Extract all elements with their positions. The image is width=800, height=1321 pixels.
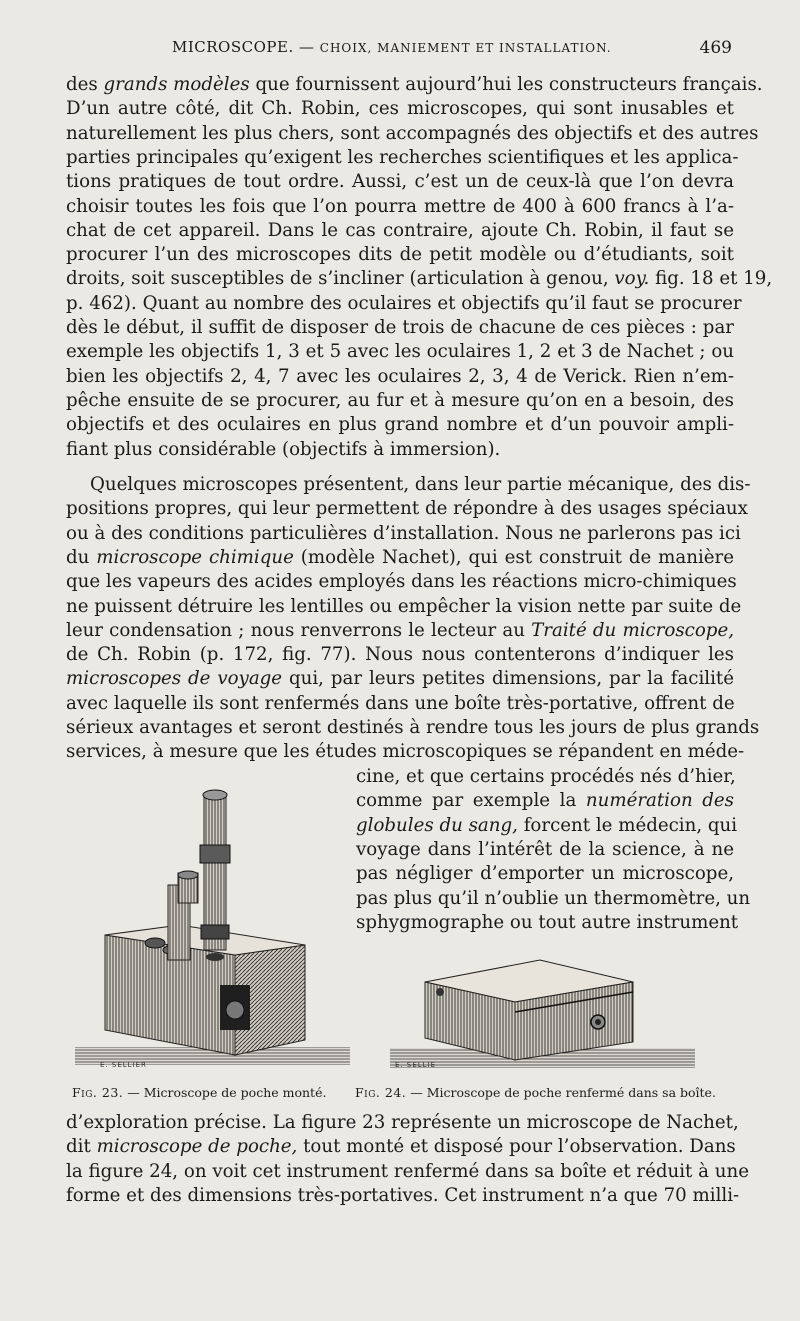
text-run: voyage dans l’intérêt de la science, à ne: [356, 838, 734, 860]
page-header: [0, 38, 800, 68]
text-run: services, à mesure que les études microscopiques se répandent en méde-: [66, 741, 745, 763]
text-line: [66, 1111, 739, 1135]
text-line: [66, 243, 734, 267]
text-line: [356, 814, 738, 838]
text-run: d’exploration précise. La figure 23 représente un microscope de Nachet,: [66, 1112, 739, 1133]
text-run: que les vapeurs des acides employés dans les réactions micro-chimiques: [66, 571, 737, 593]
text-line: [66, 365, 734, 389]
text-line: [66, 1184, 740, 1208]
text-run: tions pratiques de tout ordre. Aussi, c’est un de ceux-là que l’on devra: [66, 171, 734, 193]
text-run: sphygmographe ou tout autre instrument: [356, 911, 739, 933]
text-run: tout monté et disposé pour l’observation. Dans: [297, 1136, 736, 1158]
text-run: dès le début, il suffit de disposer de trois de chacune de ces pièces : par: [66, 317, 734, 338]
text-run: fiant plus considérable (objectifs à immersion).: [66, 438, 501, 460]
text-run: de Ch. Robin (p. 172, fig. 77). Nous nous contenterons d’indiquer les: [66, 644, 734, 666]
text-run: ne puissent détruire les lentilles ou empêcher la vision nette par suite de: [66, 595, 742, 617]
text-line: [66, 316, 734, 340]
text-line: [66, 219, 734, 243]
text-line: [66, 1135, 734, 1159]
text-run: positions propres, qui leur permettent de répondre à des usages spéciaux: [66, 498, 748, 520]
text-line: [66, 389, 734, 413]
figure-23-engraver-signature: E. SELLIER: [100, 1061, 147, 1069]
text-run: choisir toutes les fois que l’on pourra mettre de 400 à 600 francs à l’a-: [66, 195, 734, 217]
text-run: (modèle Nachet), qui est construit de manière: [293, 546, 735, 568]
text-run: forcent le médecin, qui: [517, 814, 738, 836]
text-line: [66, 340, 734, 364]
text-run: objectifs et des oculaires en plus grand nombre et d’un pouvoir ampli-: [66, 414, 734, 436]
text-line: [66, 546, 734, 570]
text-line: [66, 267, 773, 291]
text-line: [66, 522, 741, 546]
figure-23-caption: [72, 1085, 326, 1100]
text-line: [356, 838, 734, 862]
text-run: fig. 18 et 19,: [649, 268, 773, 290]
text-run: dit: [66, 1136, 97, 1158]
figure-23-microscope-image: [70, 785, 355, 1075]
text-run: qui, par leurs petites dimensions, par la facilité: [282, 668, 734, 690]
text-line: [66, 667, 734, 691]
text-run: forme et des dimensions très-portatives. Cet instrument n’a que 70 milli-: [66, 1184, 740, 1206]
text-line: [66, 292, 742, 316]
italic-text: Traité du microscope,: [531, 619, 734, 641]
text-line: [66, 643, 734, 667]
text-run: exemple les objectifs 1, 3 et 5 avec les oculaires 1, 2 et 3 de Nachet ; ou: [66, 341, 734, 363]
text-line: [356, 789, 734, 813]
text-line: [66, 170, 734, 194]
italic-text: voy.: [614, 268, 650, 290]
text-run: ou à des conditions particulières d’installation. Nous ne parlerons pas ici: [66, 522, 741, 544]
text-run: Quelques microscopes présentent, dans leur partie mécanique, des dis-: [90, 474, 751, 495]
text-line: [66, 413, 734, 437]
text-line: [66, 740, 745, 764]
figure-24-caption: [355, 1085, 716, 1100]
text-run: procurer l’un des microscopes dits de petit modèle ou d’étudiants, soit: [66, 244, 734, 266]
italic-text: grands modèles: [103, 74, 250, 95]
figure-24-closed-box-image: [385, 950, 700, 1075]
figure-24-label: Fig. 24.: [355, 1085, 407, 1100]
running-title-main: MICROSCOPE. —: [172, 38, 315, 56]
text-line: [66, 73, 763, 97]
text-run: parties principales qu’exigent les recherches scientifiques et les applica-: [66, 146, 739, 168]
text-run: pas plus qu’il n’oublie un thermomètre, un: [356, 887, 751, 909]
text-run: des: [66, 74, 104, 95]
text-line: [356, 862, 734, 886]
italic-text: microscope de poche,: [96, 1136, 298, 1158]
text-line: [66, 716, 760, 740]
text-line: [66, 195, 734, 219]
text-run: chat de cet appareil. Dans le cas contraire, ajoute Ch. Robin, il faut se: [66, 219, 734, 241]
text-run: du: [66, 546, 97, 568]
figure-23-label: Fig. 23.: [72, 1085, 124, 1100]
text-run: avec laquelle ils sont renfermés dans une boîte très-portative, offrent de: [66, 692, 735, 714]
text-run: comme par exemple la: [356, 790, 586, 812]
figure-23-caption-text: — Microscope de poche monté.: [123, 1085, 327, 1100]
text-run: bien les objectifs 2, 4, 7 avec les oculaires 2, 3, 4 de Verick. Rien n’em-: [66, 365, 734, 387]
text-run: cine, et que certains procédés nés d’hier,: [356, 766, 736, 787]
text-run: que fournissent aujourd’hui les constructeurs français.: [249, 74, 763, 95]
text-run: droits, soit susceptibles de s’incliner (articulation à genou,: [66, 268, 615, 290]
text-line: [66, 122, 759, 146]
italic-text: numération des: [585, 790, 734, 812]
text-line: [66, 595, 742, 619]
text-run: naturellement les plus chers, sont accompagnés des objectifs et des autres: [66, 122, 759, 144]
running-title: [172, 38, 632, 56]
italic-text: microscope chimique: [96, 546, 294, 568]
text-line: [66, 692, 734, 716]
text-run: leur condensation ; nous renverrons le lecteur au: [66, 619, 532, 641]
text-line: [66, 438, 734, 462]
text-run: D’un autre côté, dit Ch. Robin, ces microscopes, qui sont inusables et: [66, 98, 734, 120]
text-line: [66, 1160, 749, 1184]
text-line: [356, 911, 739, 935]
figure-24-engraver-signature: E. SELLIE: [395, 1061, 437, 1069]
text-run: p. 462). Quant au nombre des oculaires et objectifs qu’il faut se procurer: [66, 292, 742, 314]
figure-24-caption-text: — Microscope de poche renfermé dans sa boîte.: [406, 1085, 716, 1100]
italic-text: microscopes de voyage: [66, 668, 283, 690]
text-line: [66, 497, 748, 521]
text-run: pas négliger d’emporter un microscope,: [356, 863, 734, 885]
text-line: [356, 887, 751, 911]
text-run: la figure 24, on voit cet instrument renfermé dans sa boîte et réduit à une: [66, 1160, 749, 1182]
text-run: sérieux avantages et seront destinés à rendre tous les jours de plus grands: [66, 717, 760, 738]
text-line: [66, 473, 751, 497]
page-number: 469: [699, 38, 732, 58]
text-run: pêche ensuite de se procurer, au fur et à mesure qu’on en a besoin, des: [66, 389, 734, 411]
text-line: [66, 97, 734, 121]
text-line: [66, 619, 734, 643]
running-title-sub: CHOIX, MANIEMENT ET INSTALLATION.: [319, 41, 612, 55]
text-line: [66, 570, 737, 594]
text-line: [66, 146, 739, 170]
text-line: [356, 765, 734, 789]
italic-text: globules du sang,: [356, 814, 518, 836]
